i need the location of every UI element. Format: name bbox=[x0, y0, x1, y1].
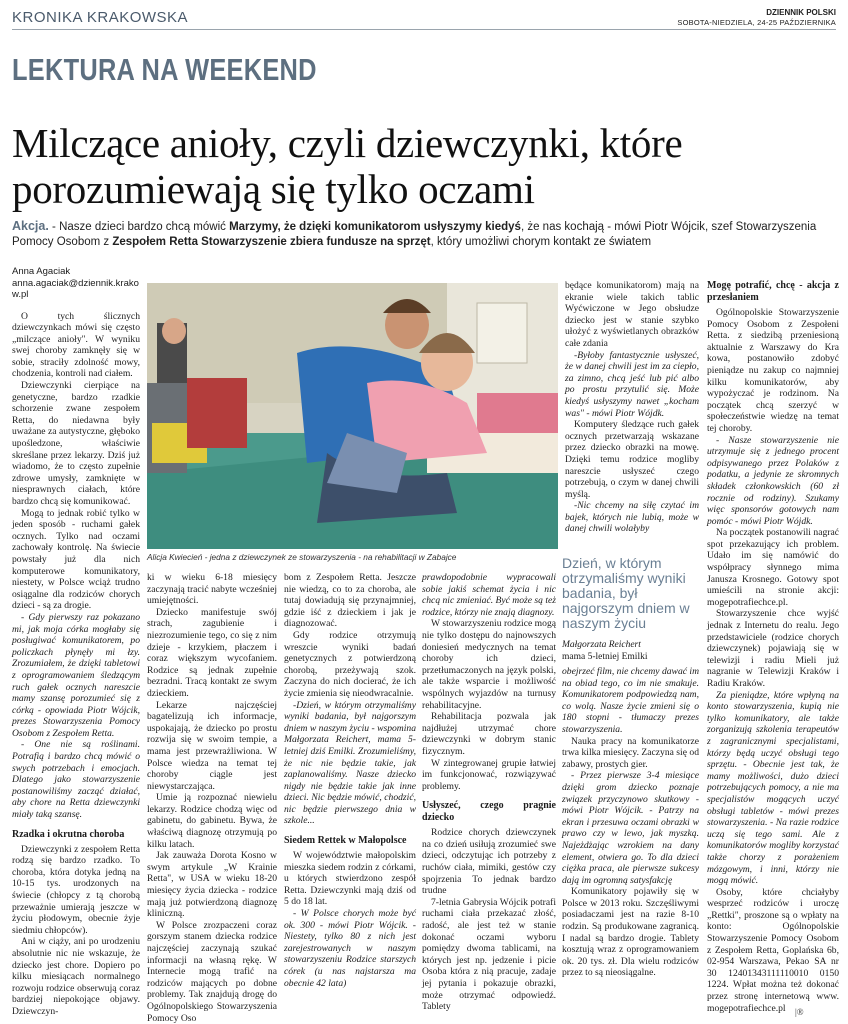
paragraph: Ogólnopolskie Stowarzyszenie Pomocy Osobom z Zespołeni Retta. z siedzibą przeniesioną aktualnie z Warszawy do Kra kowa, postanowiło zdobyć pieniądze nu zakup co najmniej kilku komunikatorów, aby wypożyczać je rodzinom. Na początek chcą szerzyć w społeczeństwie wiedzę na temat tej choroby. bbox=[707, 307, 839, 434]
paragraph: W zintegrowanej grupie łatwiej im funkcjonować, rozwiązywać problemy. bbox=[422, 757, 556, 792]
photo-caption: Alicja Kwiecień - jedna z dziewczynek ze stowarzyszenia - na rehabilitacji w Zabajce bbox=[147, 552, 457, 562]
quote-paragraph: Za pieniądze, które wpłyną na konto stowarzyszenia, kupią nie tylko komunikatory, ale także zorganizują szkolenia terapeutów z zagranicznymi specjalistami, którzy będą uczyć obsługi tego sprzętu. - Obecnie jest tak, że mamy możliwości, dużo dzieci potrzebujących pomocy, a nie ma specjalistów mogących uczyć obsługi tabletów - mówi prezes stowarzyszenia. - Na razie rodzice uczą się tego sami. Ale z komunikatorów mogliby korzystać także chorzy z porażeniem mózgowym, i inni, którzy nie mogą mówić. bbox=[707, 689, 839, 887]
quote-paragraph: obejrzeć film, nie chcemy dawać im na obiad tego, co im nie smakuje. Komunikatorem podpowiedzą nam, co wolą. Nasze życie zmieni się o 180 stopni - tłumaczy prezes stowarzyszenia. bbox=[562, 666, 699, 735]
paragraph: Osoby, które chciałyby wesprzeć rodziców i uroczę „Rettki", proszone są o wpłaty na konto: Ogólnopolskie Stowarzyszenie Pomocy Osobom z Zespołem Retta, Goplańska 6b, 02-954 Warszawa, Pekao SA nr 30 12401343111110010 0150 1224. Wpłat można też dokonać przez stronę internetową www. mogepotrafiechce.pl bbox=[707, 886, 839, 1014]
lead-text: , że nas kochają - mówi Piotr Wójcik, szef Stowarzyszenia Pomocy Osobom z bbox=[12, 221, 817, 248]
column-4 bbox=[422, 572, 556, 1013]
quote-paragraph: - Nasze stowarzyszenie nie utrzymuje się z jednego procent odpisywanego przez Polaków z podatku, a jedynie ze skromnych składek członkowskich (60 zł rocznie od rodziny). Szukamy więc sponsorów gotowych nam pomóc - mówi Piotr Wójdk. bbox=[707, 434, 839, 527]
paragraph: O tych ślicznych dziewczynkach mówi się często „milczące anioły". W wyniku swej choroby zamknęły się w sobie, straciły zdolność mowy, chodzenia, kontroli nad ciałem. bbox=[12, 310, 140, 380]
quote-paragraph: prawdopodobnie wypracowali sobie jakiś schemat życia i nic chcą nic zmieniać. Być może są też rodzice, którzy nie znają diagnozy. bbox=[422, 572, 557, 618]
pull-quote-author-role: mama 5-letniej Emilki bbox=[562, 651, 648, 662]
subheading: Siedem Rettek w Małopolsce bbox=[284, 835, 407, 847]
rehabilitation-photo-illustration bbox=[147, 283, 558, 549]
paragraph: W Polsce zrozpaczeni coraz gorszym stanem dziecka rodzice najczęściej zaczynają szukać informacji na własną rękę. W Internecie mogą trafić na rodziców mających po dobne problemy. Tak znajdują drogę do Ogólnopolskiego Stowarzyszenia Pomocy Oso bbox=[147, 919, 277, 1024]
paragraph: Ani w ciąży, ani po urodzeniu absolutnie nic nie wskazuje, że dziecko jest chore. Dopiero po kilku miesiącach normalnego rozwoju rodzice obserwują coraz bardziej niepokojące objawy. Dziewczyn- bbox=[12, 936, 140, 1017]
article-photo bbox=[147, 283, 558, 549]
lead-text: , który umożliwi chorym kontakt ze światem bbox=[430, 236, 652, 248]
paragraph: Gdy rodzice otrzymują wreszcie wyniki badań genetycznych z potwierdzoną chorobą, przeżywają szok. Zaczyna do nich docierać, że ich życie zmienia się nieodwracalnie. bbox=[284, 629, 416, 699]
subheading: Usłyszeć, czego pragnie dziecko bbox=[422, 800, 556, 824]
newspaper-name: DZIENNIK POLSKI bbox=[766, 8, 836, 17]
quote-paragraph: - W Polsce chorych może być ok. 300 - mówi Piotr Wójcik. - Niestety, tylko 80 z nich jest zarejestrowanych w naszym stowarzyszeniu Rodzice starszych córek (u nas najstarsza ma obecnie 42 lata) bbox=[284, 908, 416, 989]
paragraph: Dziewczynki cierpiące na genetyczne, bardzo rzadkie schorzenie zwane zespołem Retta, do niedawna były uważane za autystyczne, głęboko upośledzone, właściwie skreślane przez lekarzy. Dziś już wiadomo, że to często zupełnie zdrowe umysły, zamknięte w niesprawnych ciałach, które bardzo chcą się komunikować. bbox=[12, 380, 140, 507]
subheading: Rzadka i okrutna choroba bbox=[12, 828, 125, 840]
column-3 bbox=[284, 572, 416, 989]
paragraph: Dziewczynki z zespołem Retta rodzą się bardzo rzadko. To choroba, która dotyka jedną na 10-15 tys. urodzonych na świecie (chłopcy z tą chorobą przeważnie umierają jeszcze w życiu płodowym, obecnie żyje siedmiu chłopców). bbox=[12, 843, 140, 936]
paragraph: Nauka pracy na komunikatorze trwa kilka miesięcy. Zaczyna się od zabawy, prostych gier. bbox=[562, 735, 699, 770]
quote-paragraph: - Przez pierwsze 3-4 miesiące dzięki grom dziecko poznaje związek przyczynowo skutkowy - mówi Piotr Wójcik. - Patrzy na ekran i przesuwa oczami obrazki w prawo czy w lewo, jak myszką. Najeżdżając wzrokiem na dany element, otwiera go. To dla dzieci ciężka praca, ale pierwsze sukcesy dają im ogromną satysfakcję bbox=[562, 770, 699, 886]
paragraph: W województwie małopolskim mieszka siedem rodzin z córkami, u których stwierdzono zespół Retta. Dziewczynki mają dziś od 5 do 18 lat. bbox=[284, 850, 416, 908]
paragraph: bom z Zespołem Retta. Jeszcze nie wiedzą, co to za choroba, ale tutaj dowiadują się przynajmniej, gdzie iść z dzieckiem i jak je diagnozować. bbox=[284, 572, 416, 630]
paragraph: Rodzice chorych dziewczynek na co dzień usiłują zrozumieć swe dzieci, odczytując ich potrzeby z ruchów ciała, mimiki, gestów czy spojrzenia To jednak bardzo trudne bbox=[422, 827, 556, 897]
headline-line-1: Milczące anioły, czyli dziewczynki, które bbox=[12, 120, 683, 166]
paragraph: Komunikatory pojawiły się w Polsce w 2013 roku. Szczęśliwymi posiadaczami jest na razie 8-10 rodzin. Są produkowane zagranicą. I nadal są bardzo drogie. Tablety kosztują wraz z oprogramowaniem ok. 20 tys. zł. Dla wielu rodziców przez to są nieosiągalne. bbox=[562, 886, 699, 979]
headline bbox=[12, 120, 842, 212]
paragraph: Stowarzyszenie chce wyjść jednak z Internetu do realu. Jego przedstawiciele (rodzice chorych dziewczynek) pojawiają się w telewizji i radiu Mieli już nagranie w Telewizji Kraków i Radiu Kraków. bbox=[707, 608, 839, 689]
lead-paragraph bbox=[12, 219, 837, 250]
lead-text: - Nasze dzieci bardzo chcą mówić bbox=[48, 221, 230, 233]
headline-line-2: porozumiewają się tylko oczami bbox=[12, 166, 535, 212]
quote-paragraph: -Byłoby fantastycznie usłyszeć, że w danej chwili jest im za ciepło, za zimno, chcą jeść lub pić albo po prostu przytulić się. Może kiedyś usłyszymy nawet „kocham was" - mówi Piotr Wójdk. bbox=[565, 349, 699, 419]
column-5-bottom bbox=[562, 666, 699, 979]
column-2 bbox=[147, 572, 277, 1024]
quote-paragraph: - One nie są roślinami. Potrafią i bardzo chcą mówić o swych potrzebach i emocjach. Dlatego jako stowarzyszenie postanowiliśmy zacząć działać, aby chore na Retta dziewczynki miały taką szansę. bbox=[12, 739, 140, 821]
paragraph: będące komunikatorom) mają na ekranie wiele takich tablic Wyćwiczone w Jego obsłudze dziecko jest w stanie szybko ułożyć z wyświetlanych obrazków całe zdania bbox=[565, 280, 699, 349]
quote-paragraph: - Gdy pierwszy raz pokazano mi, jak moja córka mogłaby się posługiwać komunikatorem, po policzkach płynęły mi łzy. Zrozumiałem, że dzięki tabletowi z oprogramowaniem śledzącym ruch gałek ocznych nareszcie mamy szansę porozumieć się z córką - opowiada Piotr Wójcik, prezes Stowarzyszenia Pomocy Osobom z Zespołem Retta. bbox=[12, 611, 140, 739]
pull-quote-author-name: Małgorzata Reichert bbox=[562, 640, 641, 650]
column-1 bbox=[12, 266, 140, 1018]
column-6-sidebar bbox=[707, 280, 839, 1014]
sidebar-heading: Mogę potrafić, chcę - akcja z przesłaniem bbox=[707, 280, 839, 303]
byline-email: anna.agaciak@dziennik.krakow.pl bbox=[12, 277, 139, 300]
lead-bold: Marzymy, że dzięki komunikatorom usłyszymy kiedyś bbox=[229, 221, 521, 233]
paragraph: ki w wieku 6-18 miesięcy zaczynają tracić nabyte wcześniej umiejętności. bbox=[147, 572, 277, 607]
lead-bold: Zespołem Retta Stowarzyszenie zbiera fundusze na sprzęt bbox=[112, 236, 431, 248]
masthead bbox=[677, 8, 836, 27]
paragraph: W stowarzyszeniu rodzice mogą nie tylko dostępu do najnowszych doniesień medycznych na temat choroby ich dzieci, przetłumaczonych na język polski, ale także wsparcie i możliwość wspólnych wyjazdów na turnusy rehabilitacyjne. bbox=[422, 618, 556, 711]
footer-ref: |® bbox=[795, 1007, 804, 1017]
paragraph: Umie ją rozpoznać niewielu lekarzy. Rodzice chodzą więc od gabinetu, do gabinetu. Bywa, że właściwą diagnozę otrzymują po kilku latach. bbox=[147, 792, 277, 850]
paragraph: Rehabilitacja pozwala jak najdłużej utrzymać chore dziewczynki w dobrym stanic fizycznym. bbox=[422, 711, 556, 757]
column-5-top bbox=[565, 280, 699, 535]
pull-quote: Dzień, w którym otrzymaliśmy wyniki badania, był najgorszym dniem w naszym życiu bbox=[562, 555, 690, 631]
header-rule bbox=[12, 29, 836, 30]
section-name: KRONIKA KRAKOWSKA bbox=[12, 9, 189, 26]
pull-quote-author bbox=[562, 640, 700, 663]
paragraph: Dziecko manifestuje swój strach, zagubienie i niezrozumienie tego, co się z nim dzieje - krzykiem, płaczem i coraz większym wycofaniem. Rodzice są jednak zupełnie bezradni. Tracą kontakt ze swym dzieckiem. bbox=[147, 606, 277, 699]
kicker: LEKTURA NA WEEKEND bbox=[12, 52, 317, 87]
paragraph: 7-letnia Gabrysia Wójcik potrafi ruchami ciała przekazać złość, radość, ale jest też w stanie dokonać oczami wyboru pomiędzy dwoma tablicami, na których jest np. jedzenie i picie Osoba która z nią pracuje, zadaje jej pytania i pokazuje obrazki, może otrzymać odpowiedź. Tablety bbox=[422, 896, 556, 1013]
paragraph: Mogą to jednak robić tylko w jeden sposób - ruchami gałek ocznych. Tylko nad oczami zachowały kontrolę. Na świecie powstały już dla nich komputerowe komunikatory, niestety, w Polsce wciąż trudno osiągalne dla rodziców chorych dzieci - są za drogie. bbox=[12, 507, 140, 612]
byline-name: Anna Agaciak bbox=[12, 266, 71, 277]
issue-date: SOBOTA-NIEDZIELA, 24-25 PAŹDZIERNIKA bbox=[677, 18, 836, 27]
paragraph: Komputery śledzące ruch gałek ocznych przetwarzają wskazane przez dziecko obrazki na mowę. Dzięki temu rodzice mogliby nareszcie usłyszeć czego potrzebują, o czym w danej chwili myślą. bbox=[565, 419, 699, 500]
paragraph: Na początek postanowili nagrać spot przekazujący ich problem. Udało im się namówić do współpracy słynnego mima Janusza Krosnego. Gotowy spot umieścili na stronie akcji: mogepotrafiechce.pl. bbox=[707, 527, 839, 608]
quote-paragraph: -Nic chcemy na siłę czytać im bajek, których nie lubią, może w danej chwili wolałyby bbox=[565, 500, 699, 535]
paragraph: Lekarze najczęściej bagatelizują ich informacje, uspokajają, że dziecko po prostu rozwija się w swoim tempie, a mama jest przewrażliwiona. W Polsce wiedza na temat tej choroby ciągle jest niewystarczająca. bbox=[147, 699, 277, 792]
lead-label: Akcja. bbox=[12, 219, 49, 233]
paragraph: Jak zauważa Dorota Kosno w swym artykule „W Krainie Retta", w USA w wieku 18-20 miesięcy życia dziecka - rodzice mają już potwierdzoną diagnozę kliniczną. bbox=[147, 850, 277, 920]
quote-paragraph: -Dzień, w którym otrzymaliśmy wyniki badania, był najgorszym dniem w naszym życiu - wspomina Małgorzata Reichert, mama 5-letniej dziś Emilki. Zrozumieliśmy, że nic nie będzie takie, jak zaplanowaliśmy. Nasze dziecko nigdy nie będzie takie jak inne dzieci. Nic będzie mówić, chodzić, nic będzie pierwszego dnia w szkole... bbox=[284, 699, 416, 827]
